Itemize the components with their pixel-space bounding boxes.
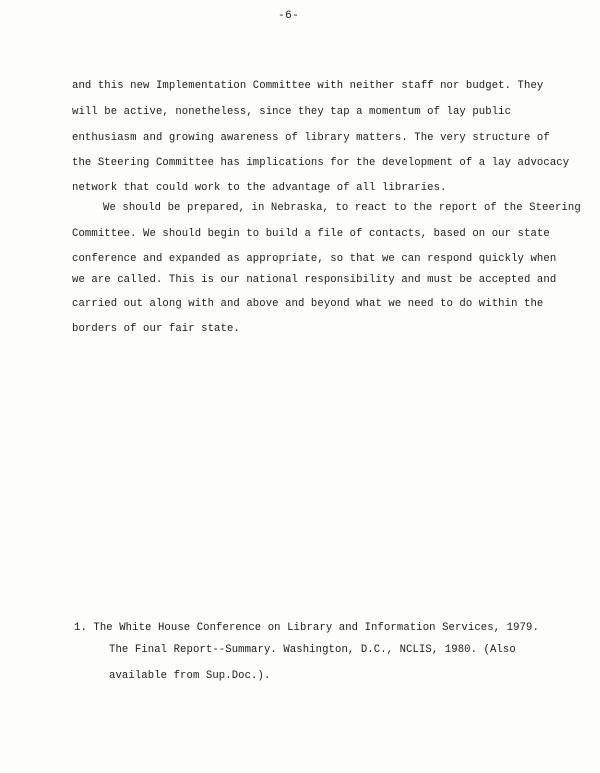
footnote-line: available from Sup.Doc.).: [109, 670, 271, 682]
text-line: carried out along with and above and beyond what we need to do within the: [72, 298, 544, 310]
text-line: we are called. This is our national responsibility and must be accepted and: [72, 274, 557, 286]
text-line: borders of our fair state.: [72, 323, 240, 335]
text-line: We should be prepared, in Nebraska, to react to the report of the Steering: [103, 202, 581, 214]
footnote-line: The Final Report--Summary. Washington, D.C., NCLIS, 1980. (Also: [109, 644, 516, 656]
text-line: the Steering Committee has implications for the development of a lay advocacy: [72, 157, 570, 169]
text-line: conference and expanded as appropriate, so that we can respond quickly when: [72, 253, 557, 265]
text-line: and this new Implementation Committee with neither staff nor budget. They: [72, 80, 544, 92]
text-line: network that could work to the advantage of all libraries.: [72, 182, 447, 194]
page-number: -6-: [278, 10, 300, 22]
text-line: enthusiasm and growing awareness of library matters. The very structure of: [72, 132, 550, 144]
text-line: will be active, nonetheless, since they tap a momentum of lay public: [72, 106, 512, 118]
text-line: Committee. We should begin to build a file of contacts, based on our state: [72, 228, 550, 240]
footnote-line: 1. The White House Conference on Library and Information Services, 1979.: [74, 622, 539, 634]
